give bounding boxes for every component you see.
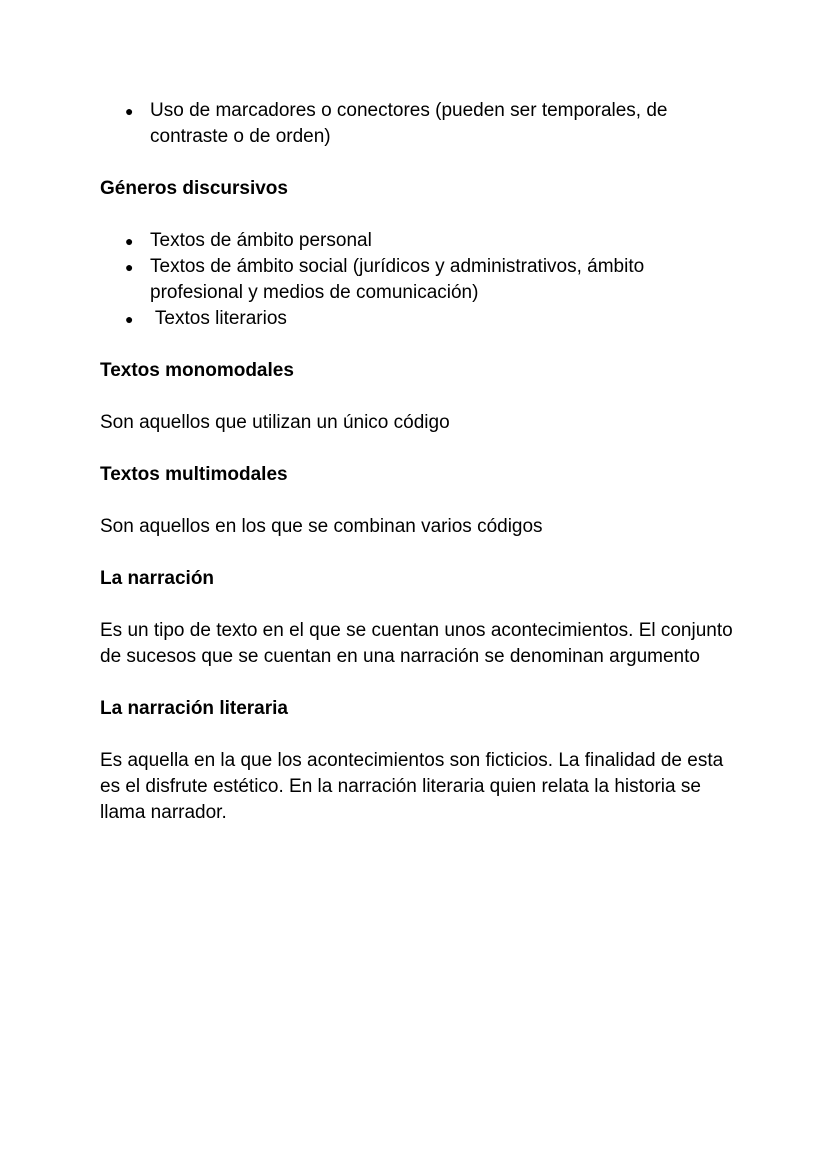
generos-bullet-list — [100, 228, 740, 332]
list-item-text: Textos de ámbito social (jurídicos y administrativos, ámbito profesional y medios de comunicación) — [150, 256, 645, 303]
list-item — [100, 228, 740, 254]
heading-narracion: La narración — [100, 568, 215, 589]
heading-generos: Géneros discursivos — [100, 178, 288, 199]
list-item-text: Textos literarios — [150, 308, 287, 329]
list-item — [100, 306, 740, 332]
intro-bullet-list — [100, 98, 740, 150]
bullet-icon: ● — [125, 233, 134, 249]
document-page — [100, 98, 740, 826]
paragraph-multimodales: Son aquellos en los que se combinan varios códigos — [100, 516, 543, 537]
bullet-icon: ● — [125, 103, 134, 119]
paragraph-monomodales: Son aquellos que utilizan un único código — [100, 412, 450, 433]
paragraph-narracion-literaria: Es aquella en la que los acontecimientos son ficticios. La finalidad de esta es el disfrute estético. En la narración literaria quien relata la historia se llama narrador. — [100, 750, 724, 823]
list-item — [100, 254, 740, 306]
list-item — [100, 98, 740, 150]
bullet-icon: ● — [125, 311, 134, 327]
list-item-text: Textos de ámbito personal — [150, 230, 372, 251]
list-item-text: Uso de marcadores o conectores (pueden ser temporales, de contraste o de orden) — [150, 100, 668, 147]
paragraph-narracion: Es un tipo de texto en el que se cuentan unos acontecimientos. El conjunto de sucesos que se cuentan en una narración se denominan argumento — [100, 620, 733, 667]
heading-multimodales: Textos multimodales — [100, 464, 288, 485]
bullet-icon: ● — [125, 259, 134, 275]
heading-monomodales: Textos monomodales — [100, 360, 294, 381]
heading-narracion-literaria: La narración literaria — [100, 698, 288, 719]
